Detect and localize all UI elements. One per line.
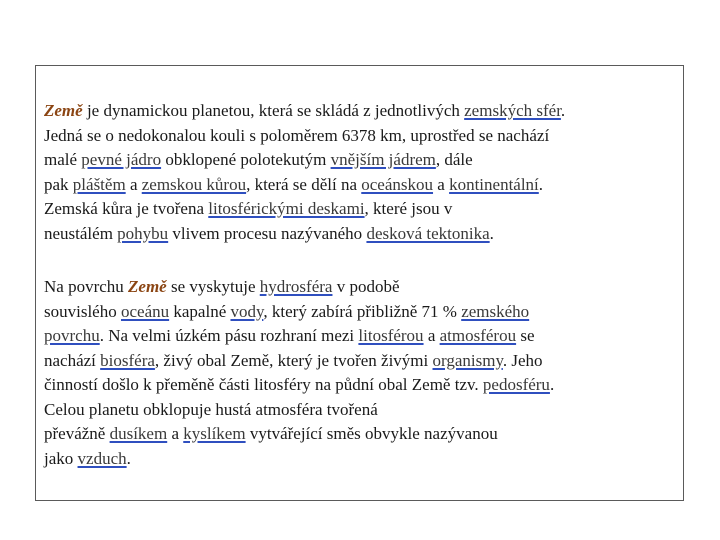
- text-line: [44, 398, 684, 423]
- text: .: [560, 101, 566, 120]
- text: vlivem procesu nazývaného: [168, 223, 367, 243]
- link-pevne-jadro[interactable]: pevné jádro: [81, 150, 162, 169]
- text-line: [44, 300, 684, 325]
- text-line: [44, 373, 684, 398]
- text: , dále: [435, 150, 473, 169]
- text: pak: [44, 174, 73, 194]
- text-line: [44, 222, 684, 247]
- text-line: [44, 349, 684, 374]
- text: , živý obal Země, který je tvořen živými: [154, 350, 433, 370]
- text: nachází: [44, 350, 101, 370]
- text-line: [44, 124, 684, 149]
- link-dusik[interactable]: dusíkem: [109, 424, 168, 443]
- text: , které jsou v: [364, 199, 453, 218]
- link-kontinentalni[interactable]: kontinentální: [449, 174, 539, 194]
- paragraph-earth-spheres: [44, 275, 684, 471]
- text: a: [423, 326, 440, 345]
- link-hydrosfera[interactable]: hydrosféra: [259, 277, 333, 296]
- link-biosfera[interactable]: biosféra: [100, 350, 155, 370]
- text: a: [433, 174, 450, 194]
- text: Zemská kůra je tvořena: [44, 199, 209, 218]
- text: .: [489, 223, 494, 243]
- text: . Jeho: [502, 350, 543, 370]
- link-oceanska[interactable]: oceánskou: [361, 174, 434, 194]
- text: činností došlo k přeměně části litosféry na půdní obal Země tzv.: [44, 375, 483, 394]
- text-line: [44, 447, 684, 472]
- text-line: [44, 99, 684, 124]
- link-pedosfera[interactable]: pedosféru: [482, 375, 550, 394]
- text: Na povrchu: [44, 277, 129, 296]
- text: vytvářející směs obvykle nazývanou: [245, 424, 498, 443]
- text: je dynamickou planetou, která se skládá z jednotlivých: [82, 101, 465, 120]
- link-plast[interactable]: pláštěm: [72, 174, 126, 194]
- link-kyslik[interactable]: kyslíkem: [183, 424, 246, 443]
- link-pohyb[interactable]: pohybu: [117, 223, 169, 243]
- paragraph-earth-structure: [44, 99, 684, 246]
- text: Celou planetu obklopuje hustá atmosféra tvořená: [44, 399, 378, 419]
- link-atmosfera[interactable]: atmosférou: [439, 326, 517, 345]
- text: a: [167, 424, 184, 443]
- link-litosfera[interactable]: litosférou: [358, 326, 424, 345]
- text: . Na velmi úzkém pásu rozhraní mezi: [99, 326, 359, 345]
- link-vzduch[interactable]: vzduch: [77, 448, 127, 468]
- text: , která se dělí na: [246, 174, 362, 194]
- link-zemsky-povrch[interactable]: zemského: [461, 301, 530, 321]
- emphasis-earth: Země: [44, 101, 83, 120]
- link-zemskych-sfer[interactable]: zemských sfér: [464, 101, 561, 120]
- text: .: [549, 375, 555, 394]
- text-line: [44, 324, 684, 349]
- text: kapalné: [169, 301, 231, 321]
- text-line: [44, 173, 684, 198]
- text: obklopené polotekutým: [161, 150, 331, 169]
- text: .: [126, 448, 131, 468]
- text: neustálém: [44, 223, 118, 243]
- link-voda[interactable]: vody: [230, 301, 264, 321]
- text: se vyskytuje: [166, 277, 260, 296]
- emphasis-earth: Země: [128, 277, 167, 296]
- text: .: [538, 174, 544, 194]
- text: a: [125, 174, 142, 194]
- link-deskova-tektonika[interactable]: desková tektonika: [366, 223, 490, 243]
- text: malé: [44, 150, 82, 169]
- link-ocean[interactable]: oceánu: [120, 301, 170, 321]
- text: Jedná se o nedokonalou kouli s poloměrem 6378 km, uprostřed se nachází: [44, 125, 550, 145]
- text: se: [516, 326, 535, 345]
- text: souvislého: [44, 301, 121, 321]
- text: v podobě: [332, 277, 400, 296]
- text-line: [44, 197, 684, 222]
- link-litosfericke-desky[interactable]: litosférickými deskami: [208, 199, 365, 218]
- link-organismy[interactable]: organismy: [432, 350, 503, 370]
- text-line: [44, 422, 684, 447]
- text-line: [44, 148, 684, 173]
- text: , který zabírá přibližně 71 %: [263, 301, 462, 321]
- link-zemska-kura[interactable]: zemskou kůrou: [141, 174, 247, 194]
- link-zemsky-povrch[interactable]: povrchu: [44, 326, 100, 345]
- text: jako: [44, 448, 78, 468]
- link-vnejsi-jadro[interactable]: vnějším jádrem: [330, 150, 436, 169]
- text-line: [44, 275, 684, 300]
- text: převážně: [44, 424, 110, 443]
